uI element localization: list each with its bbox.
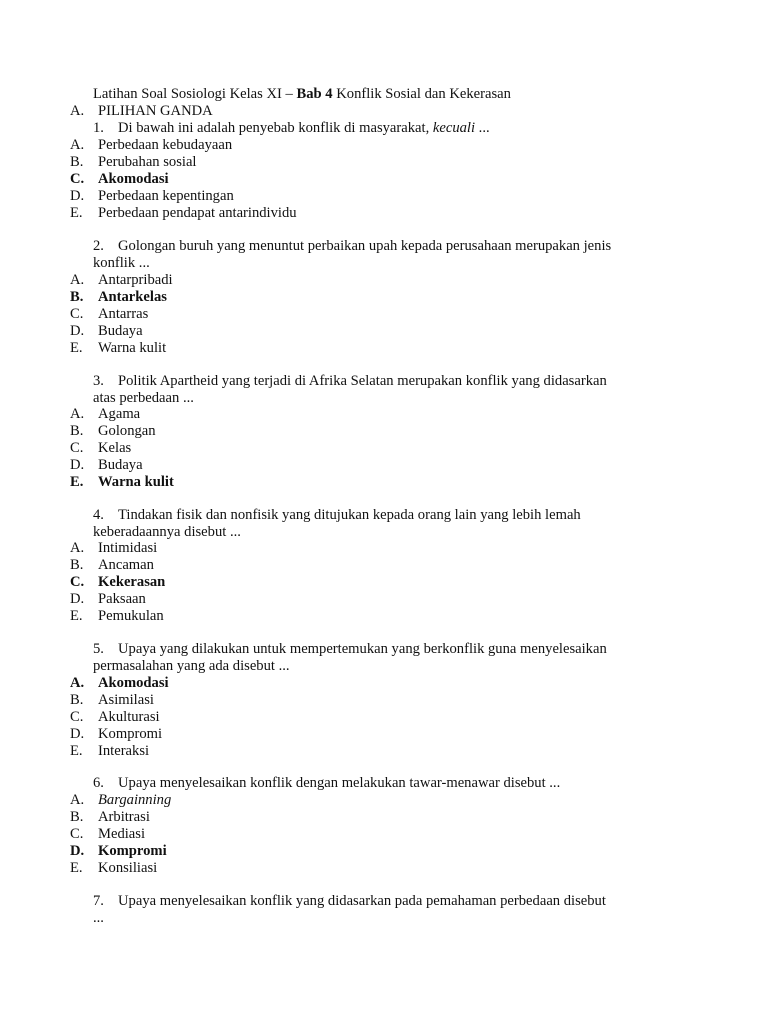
option-e: E. Perbedaan pendapat antarindividu xyxy=(70,205,297,221)
question-1-emphasis: kecuali xyxy=(432,120,476,136)
question-4-text: 4. Tindakan fisik dan nonfisik yang ditujukan kepada orang lain yang lebih lemah xyxy=(93,507,581,523)
section-heading xyxy=(70,103,213,120)
option-d: D. Budaya xyxy=(70,457,143,473)
question-3 xyxy=(93,373,673,407)
option-d: D. Perbedaan kepentingan xyxy=(70,188,234,204)
question-3-text-cont: atas perbedaan ... xyxy=(93,390,194,406)
question-number: 3. xyxy=(93,373,104,389)
question-2-options xyxy=(70,272,173,357)
option-a: A. Bargainning xyxy=(70,792,172,808)
option-b: B. Arbitrasi xyxy=(70,809,150,825)
question-number: 2. xyxy=(93,238,104,254)
option-b-correct: B. Antarkelas xyxy=(70,289,167,305)
option-d: D. Budaya xyxy=(70,323,143,339)
question-7 xyxy=(93,893,673,927)
question-number: 7. xyxy=(93,893,104,909)
question-4-options xyxy=(70,540,165,625)
option-b: B. Golongan xyxy=(70,423,156,439)
option-a: A. Perbedaan kebudayaan xyxy=(70,137,233,153)
option-c: C. Mediasi xyxy=(70,826,146,842)
question-3-text: 3. Politik Apartheid yang terjadi di Afrika Selatan merupakan konflik yang didasarkan xyxy=(93,373,607,389)
option-b: B. Asimilasi xyxy=(70,692,154,708)
question-7-text: 7. Upaya menyelesaikan konflik yang didasarkan pada pemahaman perbedaan disebut xyxy=(93,893,606,909)
option-c-correct: C. Akomodasi xyxy=(70,171,169,187)
document-title xyxy=(93,86,511,103)
question-1 xyxy=(93,120,673,137)
option-e-correct: E. Warna kulit xyxy=(70,474,174,490)
title-chapter: Bab 4 xyxy=(296,86,333,102)
option-c-correct: C. Kekerasan xyxy=(70,574,166,590)
question-3-options xyxy=(70,406,174,491)
option-c: C. Antarras xyxy=(70,306,149,322)
question-6-text: 6. Upaya menyelesaikan konflik dengan melakukan tawar-menawar disebut ... xyxy=(93,775,561,791)
option-a: A. Agama xyxy=(70,406,141,422)
question-number: 4. xyxy=(93,507,104,523)
question-4-text-cont: keberadaannya disebut ... xyxy=(93,524,241,540)
option-a: A. Antarpribadi xyxy=(70,272,173,288)
option-e: E. Warna kulit xyxy=(70,340,167,356)
question-4 xyxy=(93,507,673,541)
question-6 xyxy=(93,775,673,792)
question-1-text: 1. Di bawah ini adalah penyebab konflik di masyarakat, kecuali ... xyxy=(93,120,490,136)
option-d: D. Paksaan xyxy=(70,591,146,607)
option-e: E. Konsiliasi xyxy=(70,860,158,876)
question-2 xyxy=(93,238,673,272)
question-2-text-cont: konflik ... xyxy=(93,255,150,271)
title-prefix: Latihan Soal Sosiologi Kelas XI – xyxy=(93,86,297,102)
question-5-options xyxy=(70,675,169,760)
question-number: 5. xyxy=(93,641,104,657)
option-a-correct: A. Akomodasi xyxy=(70,675,169,691)
question-2-text: 2. Golongan buruh yang menuntut perbaikan upah kepada perusahaan merupakan jenis xyxy=(93,238,612,254)
question-5 xyxy=(93,641,673,675)
option-d-correct: D. Kompromi xyxy=(70,843,167,859)
question-number: 1. xyxy=(93,120,104,136)
title-topic: Konflik Sosial dan Kekerasan xyxy=(332,86,511,102)
section-label: PILIHAN GANDA xyxy=(98,103,213,119)
option-c: C. Kelas xyxy=(70,440,132,456)
section-letter: A. xyxy=(70,103,85,119)
option-c: C. Akulturasi xyxy=(70,709,160,725)
question-6-options xyxy=(70,792,171,877)
question-number: 6. xyxy=(93,775,104,791)
option-e: E. Pemukulan xyxy=(70,608,164,624)
option-b: B. Ancaman xyxy=(70,557,154,573)
option-b: B. Perubahan sosial xyxy=(70,154,197,170)
option-a: A. Intimidasi xyxy=(70,540,158,556)
question-5-text-cont: permasalahan yang ada disebut ... xyxy=(93,658,290,674)
option-e: E. Interaksi xyxy=(70,743,150,759)
option-d: D. Kompromi xyxy=(70,726,163,742)
question-1-options xyxy=(70,137,297,222)
question-5-text: 5. Upaya yang dilakukan untuk mempertemukan yang berkonflik guna menyelesaikan xyxy=(93,641,607,657)
question-7-text-cont: ... xyxy=(93,910,104,926)
